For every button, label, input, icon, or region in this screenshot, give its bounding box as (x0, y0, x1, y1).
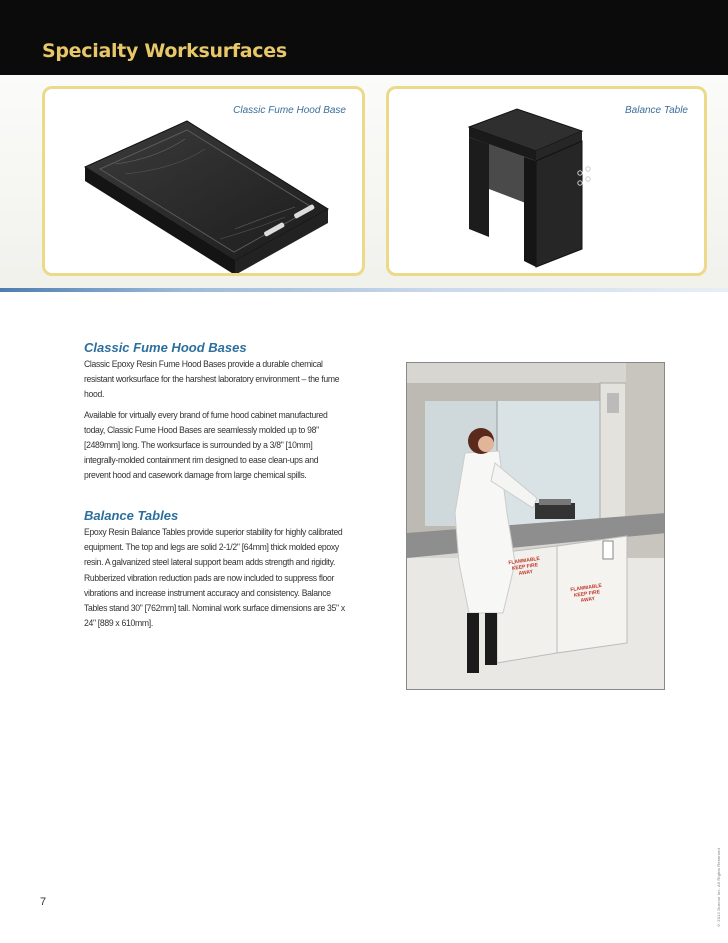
section-fume-hood-bases (84, 340, 344, 489)
fume-hood-base-card (42, 86, 365, 276)
section-paragraph: Epoxy Resin Balance Tables provide superior stability for highly calibrated equipment. The top and legs are solid 2-1/2" [64mm] thick molded epoxy resin. A galvanized steel lateral support beam adds strength and rigidity. Rubberized vibration reduction pads are now included to suppress floor vibrations and increase instrument accuracy and consistency. Balance Tables stand 30" [762mm] tall. Nominal work surface dimensions are 35" x 24" [889 x 610mm]. (84, 527, 345, 630)
fume-hood-base-caption: Classic Fume Hood Base (233, 105, 346, 116)
balance-table-caption: Balance Table (624, 105, 688, 116)
section-divider (0, 288, 728, 292)
balance-table-illustration (389, 89, 707, 276)
cabinet-label: FLAMMABLE KEEP FIRE AWAY (508, 555, 541, 577)
header-bar (0, 0, 728, 75)
lab-photo (406, 362, 665, 690)
balance-table-card (386, 86, 707, 276)
fume-hood-base-illustration (45, 89, 365, 276)
lab-scene-illustration (407, 363, 665, 690)
section-heading: Classic Fume Hood Bases (84, 340, 247, 355)
section-paragraph: Classic Epoxy Resin Fume Hood Bases provide a durable chemical resistant worksurface for the harshest laboratory environment – the fume hood. (84, 359, 340, 401)
copyright-note: © 2012 Durcon Inc. All Rights Reserved (716, 848, 721, 929)
page-title: Specialty Worksurfaces (42, 40, 287, 62)
section-balance-tables (84, 508, 344, 636)
section-paragraph: Available for virtually every brand of fume hood cabinet manufactured today, Classic Fume Hood Bases are seamlessly molded up to 98" [2489mm] long. The worksurface is surrounded by a 3/8" [10mm] integrally-molded containment rim designed to ease clean-ups and prevent hood and casework damage from large chemical spills. (84, 409, 328, 482)
cabinet-label: FLAMMABLE KEEP FIRE AWAY (570, 582, 603, 604)
page-number: 7 (40, 896, 47, 908)
section-heading: Balance Tables (84, 508, 179, 523)
